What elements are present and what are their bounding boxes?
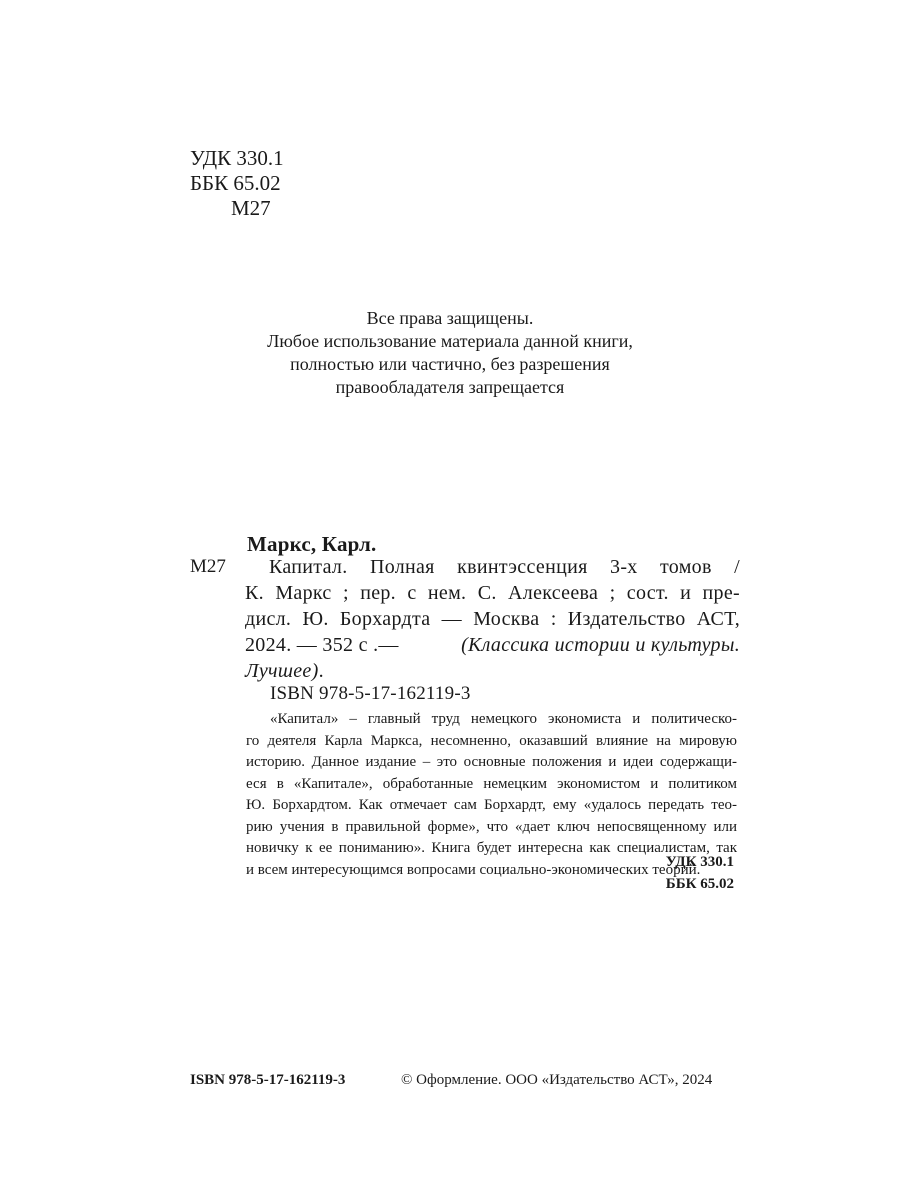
description-line	[245, 658, 740, 684]
annotation-line: «Капитал» – главный труд немецкого экономиста и политическо-	[270, 711, 737, 727]
rights-line: Любое использование материала данной книги,	[267, 331, 633, 351]
annotation-line: историю. Данное издание – это основные положения и идеи содержащи-	[246, 754, 737, 770]
rights-line: полностью или частично, без разрешения	[290, 354, 610, 374]
description-line: К. Маркс ; пер. с нем. С. Алексеева ; сост. и пре-	[245, 582, 740, 604]
rights-line: правообладателя запрещается	[335, 377, 565, 397]
footer-copyright: © Оформление. ООО «Издательство АСТ», 2024	[401, 1072, 713, 1088]
annotation-classification	[666, 852, 734, 895]
bbk-code-right: ББК 65.02	[665, 875, 734, 892]
annotation-line: Ю. Борхардтом. Как отмечает сам Борхардт, ему «удалось передать тео-	[246, 797, 737, 813]
annotation-line: еся в «Капитале», обработанные немецким экономистом и политиком	[246, 775, 737, 792]
catalog-isbn: ISBN 978-5-17-162119-3	[270, 683, 471, 704]
annotation	[246, 709, 737, 881]
description-line	[245, 632, 740, 658]
udk-code-right: УДК 330.1	[665, 854, 734, 870]
footer-isbn: ISBN 978-5-17-162119-3	[190, 1072, 346, 1088]
author-mark: М27	[231, 196, 271, 220]
catalog-description	[245, 554, 740, 684]
annotation-line: новичку к ее пониманию». Книга будет интересна как специалистам, так	[246, 840, 737, 856]
description-period: .	[318, 660, 324, 682]
classification-block	[190, 146, 284, 221]
description-line: Капитал. Полная квинтэссенция 3-х томов /	[269, 556, 740, 578]
annotation-line: го деятеля Карла Маркса, несомненно, оказавший влияние на мировую	[246, 732, 737, 749]
annotation-line: рию учения в правильной форме», что «дает ключ непосвященному или	[246, 818, 737, 835]
rights-notice	[240, 307, 660, 399]
series-title-end: Лучшее)	[245, 660, 319, 682]
bbk-code: ББК 65.02	[190, 171, 281, 195]
catalog-author: Маркс, Карл.	[247, 532, 377, 556]
series-title: (Классика истории и культуры.	[461, 634, 740, 656]
rights-line: Все права защищены.	[366, 308, 534, 328]
udk-code: УДК 330.1	[190, 146, 284, 170]
catalog-author-mark: М27	[190, 556, 226, 577]
description-line: дисл. Ю. Борхардта — Москва : Издательство АСТ,	[245, 608, 740, 630]
annotation-line: и всем интересующимся вопросами социально-экономических теорий.	[246, 861, 701, 878]
description-year-pages: 2024. — 352 с .—	[245, 634, 404, 656]
